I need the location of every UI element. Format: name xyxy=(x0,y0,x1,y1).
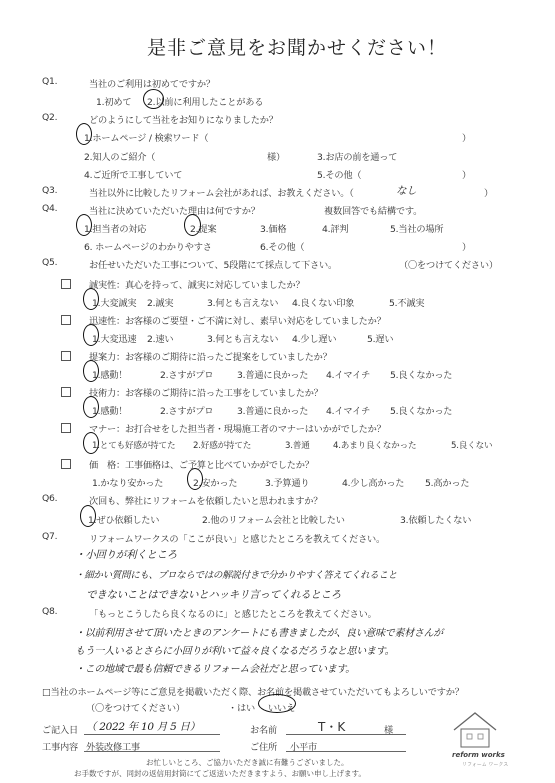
answer-circle xyxy=(83,396,99,418)
answer-circle xyxy=(184,214,201,236)
q7-question: リフォームワークスの「ここが良い」と感じたところを教えてください。 xyxy=(89,534,386,545)
page-title: 是非ご意見をお聞かせください！ xyxy=(147,37,448,59)
q4-option-6[interactable]: 6. ホームページのわかりやすさ xyxy=(84,242,212,253)
q5-item-option[interactable]: 5.良くない xyxy=(451,441,493,451)
q5-item-option[interactable]: 3.普通に良かった xyxy=(237,370,309,381)
work-label: 工事内容 xyxy=(42,742,78,753)
q5-item-heading: 価 格：工事価格は、ご予算と比べていかがでしたか？ xyxy=(89,460,314,471)
q3-answer: なし xyxy=(396,185,417,197)
q5-item-option[interactable]: 1.感動！ xyxy=(92,370,128,381)
q7-number: Q7. xyxy=(42,531,58,542)
q5-item-option[interactable]: 2.好感が持てた xyxy=(193,441,252,451)
address-underline xyxy=(286,751,406,752)
work-underline xyxy=(84,751,220,752)
answer-circle xyxy=(187,468,203,490)
answer-circle xyxy=(258,694,296,713)
q5-item-option[interactable]: 3.普通に良かった xyxy=(237,406,309,417)
q5-item-heading: 誠実性：真心を持って、誠実に対応していましたか？ xyxy=(89,280,305,291)
date-value[interactable]: （ 2022 年 10 月 5 日） xyxy=(86,721,200,733)
answer-circle xyxy=(76,214,92,236)
name-sama: 様 xyxy=(384,725,393,736)
q1-question: 当社のご利用は初めてですか？ xyxy=(89,79,215,90)
q6-option-3[interactable]: 3.依頼したくない xyxy=(400,515,472,526)
q5-item-option[interactable]: 4.イマイチ xyxy=(326,370,371,381)
q5-item-heading: マナー：お打合せをした担当者・現場施工者のマナーはいかがでしたか？ xyxy=(89,424,386,435)
q5-item-option[interactable]: 3.予算通り xyxy=(265,478,310,489)
q2-number: Q2. xyxy=(42,112,58,123)
q5-item-heading: 迅速性：お客様のご要望・ご不満に対し、素早い対応をしていましたか？ xyxy=(89,316,386,327)
q8-answer: もう一人いるとさらに小回りが利いて益々良くなるだろうなと思います。 xyxy=(75,646,395,657)
q5-item-heading: 技術力：お客様のご期待に沿った工事をしていましたか？ xyxy=(89,388,323,399)
q4-number: Q4. xyxy=(42,203,58,214)
q5-item-option[interactable]: 1.とても好感が持てた xyxy=(92,441,176,451)
q5-item-option[interactable]: 1.感動！ xyxy=(92,406,128,417)
q5-item-option[interactable]: 4.あまり良くなかった xyxy=(333,441,417,451)
q5-item-option[interactable]: 3.普通 xyxy=(285,441,310,451)
q5-item-option[interactable]: 2.速い xyxy=(147,334,174,345)
q5-item-heading: 提案力：お客様のご期待に沿ったご提案をしていましたか？ xyxy=(89,352,332,363)
q4-option-3[interactable]: 3.価格 xyxy=(260,224,287,235)
checkbox[interactable] xyxy=(61,279,71,289)
q8-question: 「もっとこうしたら良くなるのに」と感じたところを教えてください。 xyxy=(89,609,377,620)
brand-logo-text: reform works xyxy=(452,751,505,759)
consent-question: □当社のホームページ等にご意見を掲載いただく際、お名前を掲載させていただいてもよろしいですか？ xyxy=(42,687,464,698)
q5-item-option[interactable]: 1.かなり安かった xyxy=(92,478,164,489)
q5-item-option[interactable]: 5.良くなかった xyxy=(390,370,453,381)
q4-option-2[interactable]: 2.提案 xyxy=(190,224,217,235)
q7-answer: ・細かい質問にも、プロならではの解説付きで分かりやすく答えてくれること xyxy=(75,570,397,581)
q5-item-option[interactable]: 2.さすがプロ xyxy=(160,406,214,417)
work-value: 外装改修工事 xyxy=(86,742,140,753)
q4-option-5[interactable]: 5.当社の場所 xyxy=(390,224,444,235)
q5-item-option[interactable]: 5.不誠実 xyxy=(389,298,425,309)
q4-option-7[interactable]: 6.その他（ xyxy=(260,242,305,253)
q6-number: Q6. xyxy=(42,493,58,504)
q2-option-3[interactable]: 3.お店の前を通って xyxy=(317,152,398,163)
q5-item-option[interactable]: 5.高かった xyxy=(425,478,470,489)
q1-option-1[interactable]: 1.初めて xyxy=(96,97,132,108)
q6-option-2[interactable]: 2.他のリフォーム会社と比較したい xyxy=(202,515,345,526)
q3-number: Q3. xyxy=(42,185,58,196)
q4-option-1[interactable]: 1.担当者の対応 xyxy=(84,224,147,235)
q2-option-1[interactable]: 1.ホームページ / 検索ワード（ xyxy=(84,133,209,144)
q5-item-option[interactable]: 2.さすがプロ xyxy=(160,370,214,381)
q2-option-4[interactable]: 4.ご近所で工事していて xyxy=(84,170,183,181)
date-underline xyxy=(84,734,220,735)
thanks-line-2: お手数ですが、同封の返信用封筒にてご返送いただきますよう、お願い申し上げます。 xyxy=(74,769,366,778)
brand-logo-subtext: リフォーム ワークス xyxy=(462,762,509,768)
answer-circle xyxy=(143,89,164,109)
address-value[interactable]: 小平市 xyxy=(290,742,317,753)
checkbox[interactable] xyxy=(61,459,71,469)
q1-number: Q1. xyxy=(42,76,58,87)
q7-answer: できないことはできないとハッキリ言ってくれるところ xyxy=(86,589,341,601)
q5-note: （〇をつけてください） xyxy=(399,260,498,271)
thanks-line-1: お忙しいところ、ご協力いただき誠に有難うございました。 xyxy=(146,758,349,767)
checkbox[interactable] xyxy=(61,351,71,361)
q5-item-option[interactable]: 3.何とも言えない xyxy=(207,334,279,345)
q6-question: 次回も、弊社にリフォームを依頼したいと思われますか？ xyxy=(89,496,323,507)
q2-option-5-close: ） xyxy=(462,170,471,181)
q5-item-option[interactable]: 5.遅い xyxy=(367,334,394,345)
checkbox[interactable] xyxy=(61,387,71,397)
q5-item-option[interactable]: 3.何とも言えない xyxy=(207,298,279,309)
name-value[interactable]: T・K xyxy=(318,720,346,734)
name-label: お名前 xyxy=(250,725,277,736)
q5-item-option[interactable]: 2.誠実 xyxy=(147,298,174,309)
consent-yes[interactable]: ・はい xyxy=(228,703,255,714)
q5-item-option[interactable]: 4.少し遅い xyxy=(292,334,337,345)
q5-item-option[interactable]: 4.少し高かった xyxy=(342,478,405,489)
q4-option-4[interactable]: 4.評判 xyxy=(322,224,349,235)
checkbox[interactable] xyxy=(61,423,71,433)
q2-option-1-close: ） xyxy=(462,133,471,144)
q1-option-2[interactable]: 2.以前に利用したことがある xyxy=(147,97,264,108)
q5-item-option[interactable]: 2.安かった xyxy=(193,478,238,489)
q5-item-option[interactable]: 1.大変迅速 xyxy=(92,334,137,345)
q4-option-7-close: ） xyxy=(462,242,471,253)
answer-circle xyxy=(76,123,92,145)
q5-item-option[interactable]: 4.良くない印象 xyxy=(292,298,355,309)
name-underline xyxy=(286,734,406,735)
answer-circle xyxy=(83,360,99,382)
q5-item-option[interactable]: 5.良くなかった xyxy=(390,406,453,417)
q5-number: Q5. xyxy=(42,257,58,268)
q8-number: Q8. xyxy=(42,606,58,617)
q4-note: 複数回答でも結構です。 xyxy=(324,206,423,217)
q5-item-option[interactable]: 1.大変誠実 xyxy=(92,298,137,309)
q6-option-1[interactable]: 1.ぜひ依頼したい xyxy=(88,515,160,526)
answer-circle xyxy=(83,324,99,346)
answer-circle xyxy=(80,505,96,527)
checkbox[interactable] xyxy=(61,315,71,325)
consent-note: （〇をつけてください） xyxy=(86,703,185,714)
answer-circle xyxy=(83,288,99,310)
q5-question: お任せいただいた工事について、5段階にて採点して下さい。 xyxy=(89,260,337,271)
q2-question: どのようにして当社をお知りになりましたか？ xyxy=(89,115,278,126)
q8-answer: ・以前利用させて頂いたときのアンケートにも書きましたが、良い意味で素材さんが xyxy=(75,628,443,639)
date-label: ご記入日 xyxy=(42,725,78,736)
q3-close: ） xyxy=(484,188,493,199)
consent-no[interactable]: いいえ xyxy=(268,703,295,714)
house-logo-icon xyxy=(450,710,500,748)
answer-circle xyxy=(83,432,99,454)
q3-question: 当社以外に比較したリフォーム会社があれば、お教えください。（ xyxy=(89,188,354,199)
q7-answer: ・小回りが利くところ xyxy=(75,549,177,561)
q2-option-2[interactable]: 2.知人のご紹介（ xyxy=(84,152,156,163)
q2-option-5[interactable]: 5.その他（ xyxy=(317,170,362,181)
q4-question: 当社に決めていただいた理由は何ですか？ xyxy=(89,206,260,217)
q2-option-2-sama: 様） xyxy=(267,152,285,163)
address-label: ご住所 xyxy=(250,742,277,753)
q5-item-option[interactable]: 4.イマイチ xyxy=(326,406,371,417)
q8-answer: ・この地域で最も信頼できるリフォーム会社だと思っています。 xyxy=(75,664,355,675)
